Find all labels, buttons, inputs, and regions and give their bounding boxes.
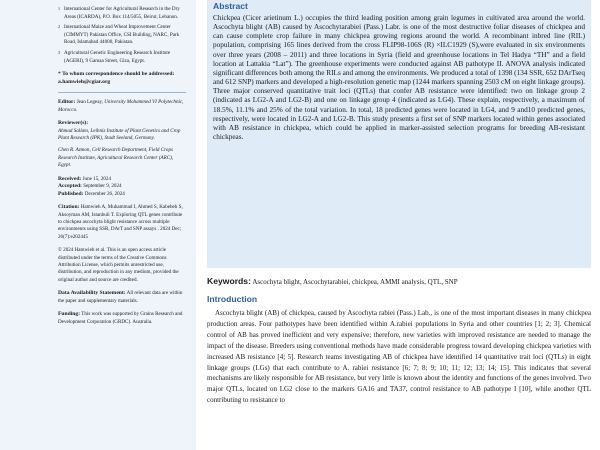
- reviewers-label: Reviewer(s):: [58, 120, 89, 127]
- citation: Citation: Hamwieh A, Muhammad I, Ahmed S, Kabebeh S, Aksoyman AM, Istanbuli T. Exploring QTL genes contribute to chickpea ascochyta blight resistance across multiple environments using SSR, DArT and SNP assays . 2024 Dec; 26(7):e202445: [58, 204, 183, 240]
- received-date: Received: June 15, 2024: [58, 175, 112, 182]
- data-availability: Data Availability Statement: All relevant data are within the paper and supplementary materials.: [58, 290, 183, 304]
- sidebar-divider: [58, 92, 186, 93]
- affiliation-2: 2 International Maize and Wheat Improvement Center (CIMMYT) Pakistan Office, CSI Building, NARC, Park Road, Islamabad 44000, Pakistan.: [58, 24, 180, 46]
- keywords-label: Keywords:: [207, 276, 251, 286]
- affiliation-1: 1 International Center for Agricultural Research in the Dry Areas (ICARDA), P.O. Box 114/5055, Beirut, Lebanon.: [58, 6, 180, 20]
- article-main: [207, 0, 591, 450]
- abstract-heading: Abstract: [213, 1, 248, 11]
- affiliation-3: 3 Agricultural Genetic Engineering Research Institute (AGERI), 9 Gamaa Street, Giza, Egypt.: [58, 49, 171, 64]
- funding: Funding: This work was supported by Grains Research and Development Corporation (GRDC). Australia.: [58, 311, 183, 325]
- introduction-body: [207, 308, 591, 406]
- reviewer-2: Chen R. Azmon, Cell Research Department, Field Crops Research Institute, Agricultural Research Center (ARC), Egypt.: [58, 147, 174, 169]
- copyright-notice: © 2024 Hamwieh et al. This is an open access article distributed under the terms of the Creative Commons Attribution License, which permits unrestricted use, distribution, and reproduction in any medium, provided the original author and source are credited.: [58, 247, 179, 283]
- keywords-list: Ascochyta blight, Ascochytarabiei, chickpea, AMMI analysis, QTL, SNP: [252, 278, 458, 286]
- abstract-section: [207, 0, 591, 268]
- article-info-sidebar: [0, 0, 196, 450]
- reviewer-1: Ahmad Sallam, Leibniz Institute of Plant Genetics and Crop Plant Research (IPK), Stadt Seeland, Germany.: [58, 127, 181, 141]
- abstract-text: Chickpea (Cicer arietinum L.) occupies the third leading position among grain legumes in cultivated area around the world. Ascochyta blight (AB) caused by Ascochytarabiei (Pass.) Labr. is one of the most destructive foliar diseases of chickpea and can cause complete crop failure in many chickpea growing regions around the world. A recombinant inbred line (RIL) population, comprising 165 lines derived from the cross FLIP98-106S (R) ×ILC1929 (S),were evaluated in six environments over three years (2008 – 2011) and three locations in Syria (field and greenhouse locations in Tel Hadya “TH” and a field location at Lattakia “Lat”). The greenhouse experiments were conducted against AB pathotype II. ANOVA analysis indicated significant differences both among the RILs and among the environments. We produced a total of 1398 (134 SSR, 652 DArTseq and 612 SNP) markers and developed a high-resolution genetic map (1244 markers spanning 2503 cM on eight linkage groups). Three major conserved quantitative trait loci (QTLs) that confer AB resistance were identified: two on linkage group 2 (indicated as LG2-A and LG2-B) and one on linkage group 4 (indicated as LG4). These explain, respectively, a maximum of 18.5%, 11.1% and 25% of the total variation. In total, 18 predicted genes were located in LG4, and 9 and10 predicted genes, respectively, were located in LG2-A and LG2-B. This study presents a first set of SNP markers located within genes associated with AB resistance in chickpea, which could be applied in marker-assisted selection programs for breeding AB-resistant chickpeas.: [213, 14, 585, 142]
- introduction-heading: Introduction: [207, 294, 258, 304]
- accepted-date: Accepted: September 9, 2024: [58, 183, 122, 190]
- introduction-paragraph: Ascochyta blight (AB) of chickpea, caused by Ascochyta rabiei (Pass.) Lab., is one of the most important diseases in many chickpea production areas. Four pathotypes have been identified within A.rabiei populations in Syria and other countries [1; 2; 3]. Chemical control of AB has proved inefficient and very expensive; therefore, new varieties with improved resistance are needed to manage the impact of the disease. Breeders using conventional methods have made considerable progress toward developing chickpea varieties with increased AB resistance [4; 5]. Research teams investigating AB of chickpea have identified 14 quantitative trait loci (QTLs) in eight linkage groups (LGs) that each contribute to A. rabiei resistance [6; 7; 8; 9; 10; 11; 12; 13; 14; 15]. This indicates that several mechanisms are likely responsible for AB resistance, but very little is known about the identity and functions of the genes involved. Two major QTLs, located on LG2 close to the markers GA16 and TA37, control resistance to AB pathotype I [10], while another QTL contributing to resistance to: [207, 309, 591, 405]
- keywords: [207, 276, 591, 287]
- correspondence-email-link[interactable]: a.hamwieh@cgiar.org: [58, 78, 111, 85]
- correspondence-label: * To whom correspondence should be addressed:: [58, 71, 175, 78]
- editor-info: Editor: Jean Legeay, University Mohammed VI Polytechnic, Morocco.: [58, 99, 184, 113]
- published-date: Published: December 26, 2024: [58, 190, 125, 197]
